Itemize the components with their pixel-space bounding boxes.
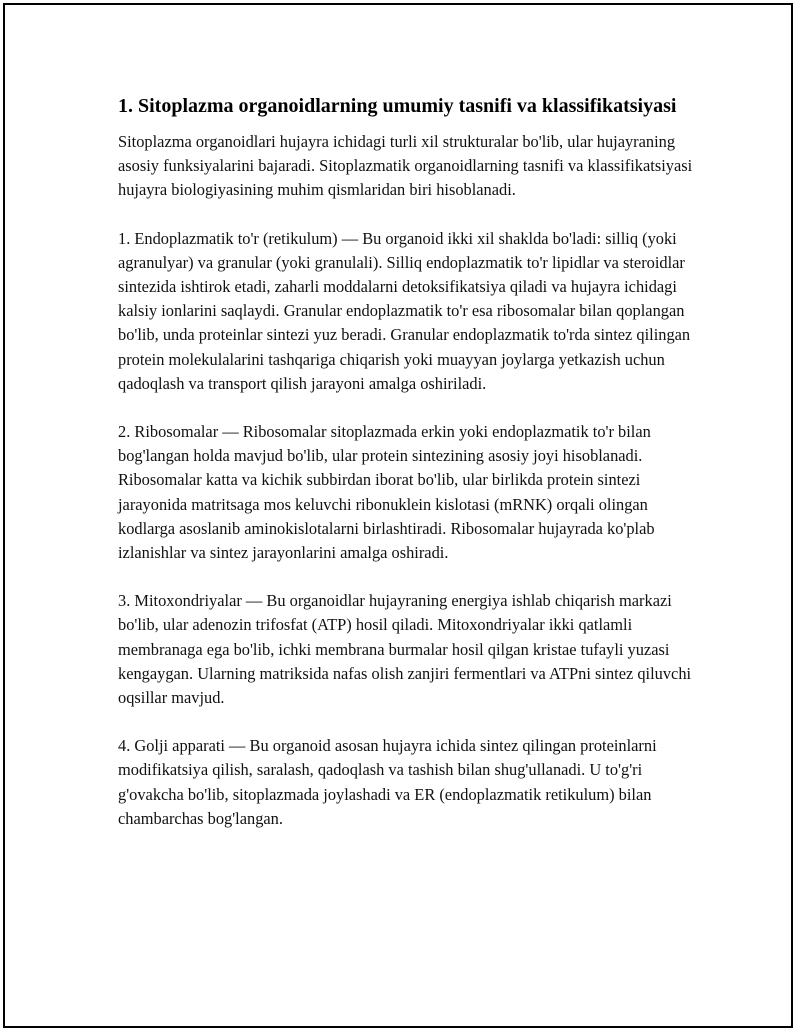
golgi-apparatus-paragraph: 4. Golji apparati — Bu organoid asosan hujayra ichida sintez qilingan proteinlarni modifikatsiya qilish, saralash, qadoqlash va tashish bilan shug'ullanadi. U to'g'ri g'ovakcha bo'lib, sitoplazmada joylashadi va ER (endoplazmatik retikulum) bilan chambarchas bog'langan. [118,736,657,828]
intro-paragraph: Sitoplazma organoidlari hujayra ichidagi turli xil strukturalar bo'lib, ular hujayraning asosiy funksiyalarini bajaradi. Sitoplazmatik organoidlarning tasnifi va klassifikatsiyasi hujayra biologiyasining muhim qismlaridan biri hisoblanadi. [118,132,693,200]
section-title: 1. Sitoplazma organoidlarning umumiy tasnifi va klassifikatsiyasi [118,95,677,117]
document-body [118,92,698,855]
ribosomes-paragraph: 2. Ribosomalar — Ribosomalar sitoplazmada erkin yoki endoplazmatik to'r bilan bog'langan holda mavjud bo'lib, ular protein sintezining asosiy joyi hisoblanadi. Ribosomalar katta va kichik subbirdan iborat bo'lib, ular birlikda protein sintezi jarayonida matritsaga mos keluvchi ribonuklein kislotasi (mRNK) orqali olingan kodlarga asoslanib aminokislotalarni birlashtiradi. Ribosomalar hujayrada ko'plab izlanishlar va sintez jarayonlarini amalga oshiradi. [118,422,655,563]
endoplasmic-reticulum-paragraph: 1. Endoplazmatik to'r (retikulum) — Bu organoid ikki xil shaklda bo'ladi: silliq (yoki agranulyar) va granular (yoki granulali). Silliq endoplazmatik to'r lipidlar va steroidlar sintezida ishtirok etadi, zaharli moddalarni detoksifikatsiya qiladi va hujayra ichidagi kalsiy ionlarini saqlaydi. Granular endoplazmatik to'r esa ribosomalar bilan qoplangan bo'lib, unda proteinlar sintezi yuz beradi. Granular endoplazmatik to'rda sintez qilingan protein molekulalarini tashqariga chiqarish yoki muayyan joylarga yetkazish uchun qadoqlash va transport qilish jarayoni amalga oshiriladi. [118,228,691,393]
mitochondria-paragraph: 3. Mitoxondriyalar — Bu organoidlar hujayraning energiya ishlab chiqarish markazi bo'lib, ular adenozin trifosfat (ATP) hosil qiladi. Mitoxondriyalar ikki qatlamli membranaga ega bo'lib, ichki membrana burmalar hosil qilgan kristae tufayli yuzasi kengaygan. Ularning matriksida nafas olish zanjiri fermentlari va ATPni sintez qiluvchi oqsillar mavjud. [118,591,692,708]
